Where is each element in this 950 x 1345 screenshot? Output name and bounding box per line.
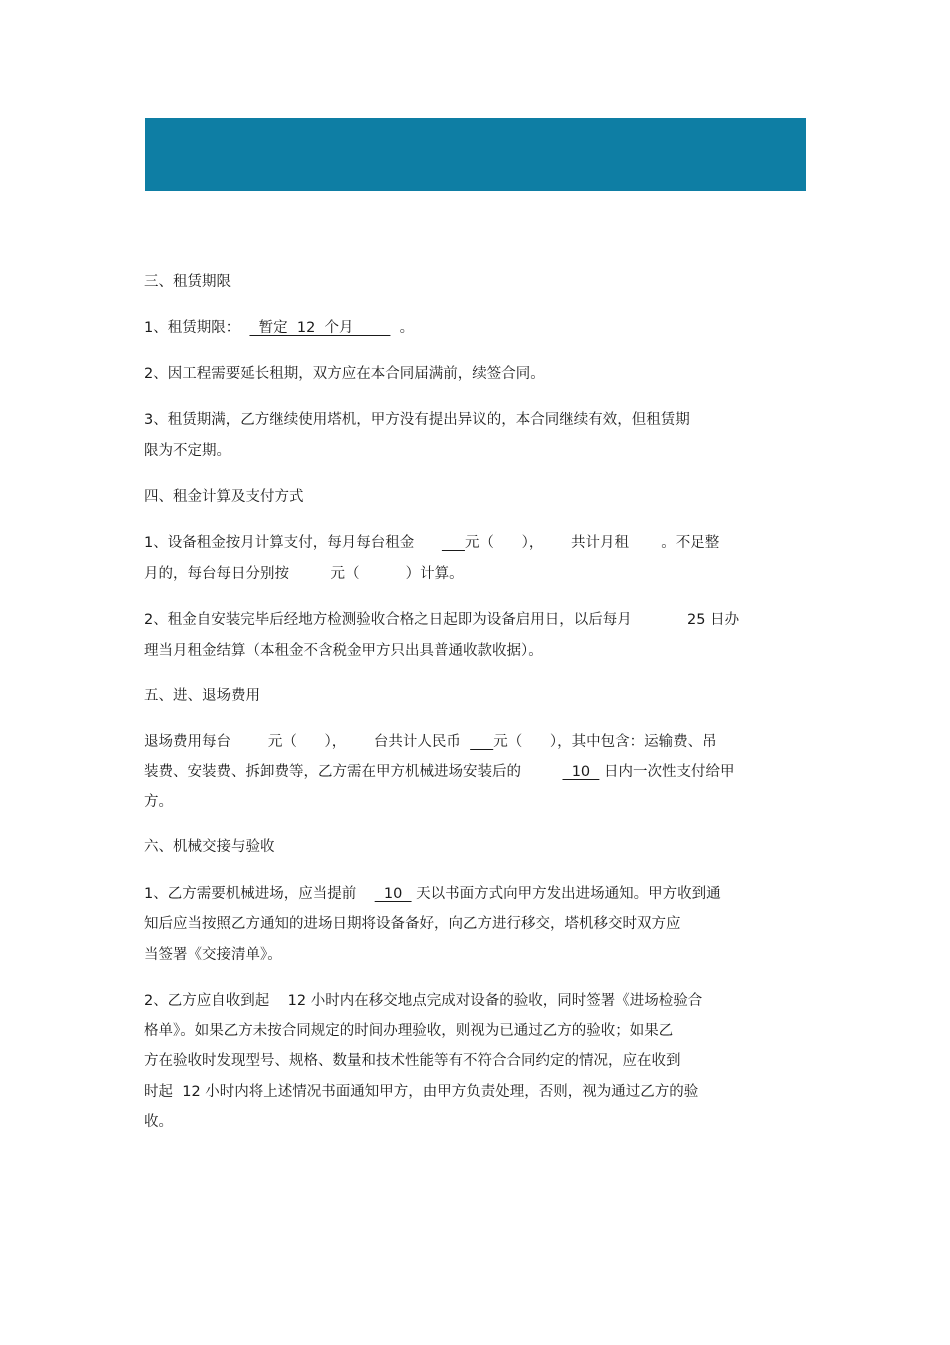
lease-term-value: 暂定 12 个月 <box>249 320 391 336</box>
renewal-clause: 2、因工程需要延长租期，双方应在本合同届满前，续签合同。 <box>144 366 545 382</box>
clause-text: 日内一次性支付给甲 <box>599 764 735 780</box>
section-heading-rent: 四、租金计算及支付方式 <box>144 489 304 505</box>
expiry-clause-line-2: 限为不定期。 <box>144 443 231 459</box>
fees-clause-line-1 <box>144 732 717 752</box>
inspection-clause-line-2: 格单》。如果乙方未按合同规定的时间办理验收，则视为已通过乙方的验收；如果乙 <box>144 1023 674 1039</box>
section-heading-handover: 六、机械交接与验收 <box>144 839 275 855</box>
clause-text: 天以书面方式向甲方发出进场通知。甲方收到通 <box>411 886 721 902</box>
lease-term-clause <box>144 318 414 338</box>
clause-text: 1、乙方需要机械进场，应当提前 <box>144 886 375 902</box>
inspection-clause-line-3: 方在验收时发现型号、规格、数量和技术性能等有不符合合同约定的情况，应在收到 <box>144 1053 681 1069</box>
fees-clause-line-2 <box>144 762 734 782</box>
fees-total-blank <box>470 734 493 750</box>
clause-text: 1、设备租金按月计算支付，每月每台租金 <box>144 535 442 551</box>
settlement-clause-line-2: 理当月租金结算（本租金不含税金甲方只出具普通收款收据）。 <box>144 643 543 659</box>
payment-days-value: 10 <box>562 764 600 780</box>
clause-text: 1、租赁期限： <box>144 320 250 336</box>
settlement-clause-line-1: 2、租金自安装完毕后经地方检测验收合格之日起即为设备启用日，以后每月 25 日办 <box>144 612 740 628</box>
clause-text: 装费、安装费、拆卸费等，乙方需在甲方机械进场安装后的 <box>144 764 563 780</box>
clause-text: 。 <box>390 320 415 336</box>
expiry-clause-line-1: 3、租赁期满，乙方继续使用塔机，甲方没有提出异议的，本合同继续有效，但租赁期 <box>144 412 690 428</box>
section-heading-fees: 五、进、退场费用 <box>144 688 260 704</box>
rent-clause-line-2: 月的，每台每日分别按 元（ ）计算。 <box>144 566 464 582</box>
notice-days-value: 10 <box>374 886 412 902</box>
handover-clause-line-3: 当签署《交接清单》。 <box>144 947 282 963</box>
section-heading-lease-term: 三、租赁期限 <box>144 274 231 290</box>
clause-text: 元（ ），其中包含：运输费、吊 <box>493 734 717 750</box>
inspection-clause-line-1: 2、乙方应自收到起 12 小时内在移交地点完成对设备的验收，同时签署《进场检验合 <box>144 993 703 1009</box>
rent-clause-line-1 <box>144 533 719 553</box>
clause-text: 退场费用每台 元（ ）， 台共计人民币 <box>144 734 471 750</box>
handover-clause-line-2: 知后应当按照乙方通知的进场日期将设备备好，向乙方进行移交，塔机移交时双方应 <box>144 916 681 932</box>
rent-blank <box>442 535 465 551</box>
inspection-clause-line-5: 收。 <box>144 1114 173 1130</box>
fees-clause-line-3: 方。 <box>144 794 173 810</box>
clause-text: 元（ ）， 共计月租 。不足整 <box>464 535 720 551</box>
header-banner <box>145 118 806 191</box>
inspection-clause-line-4: 时起 12 小时内将上述情况书面通知甲方，由甲方负责处理，否则，视为通过乙方的验 <box>144 1084 699 1100</box>
handover-clause-line-1 <box>144 884 721 904</box>
